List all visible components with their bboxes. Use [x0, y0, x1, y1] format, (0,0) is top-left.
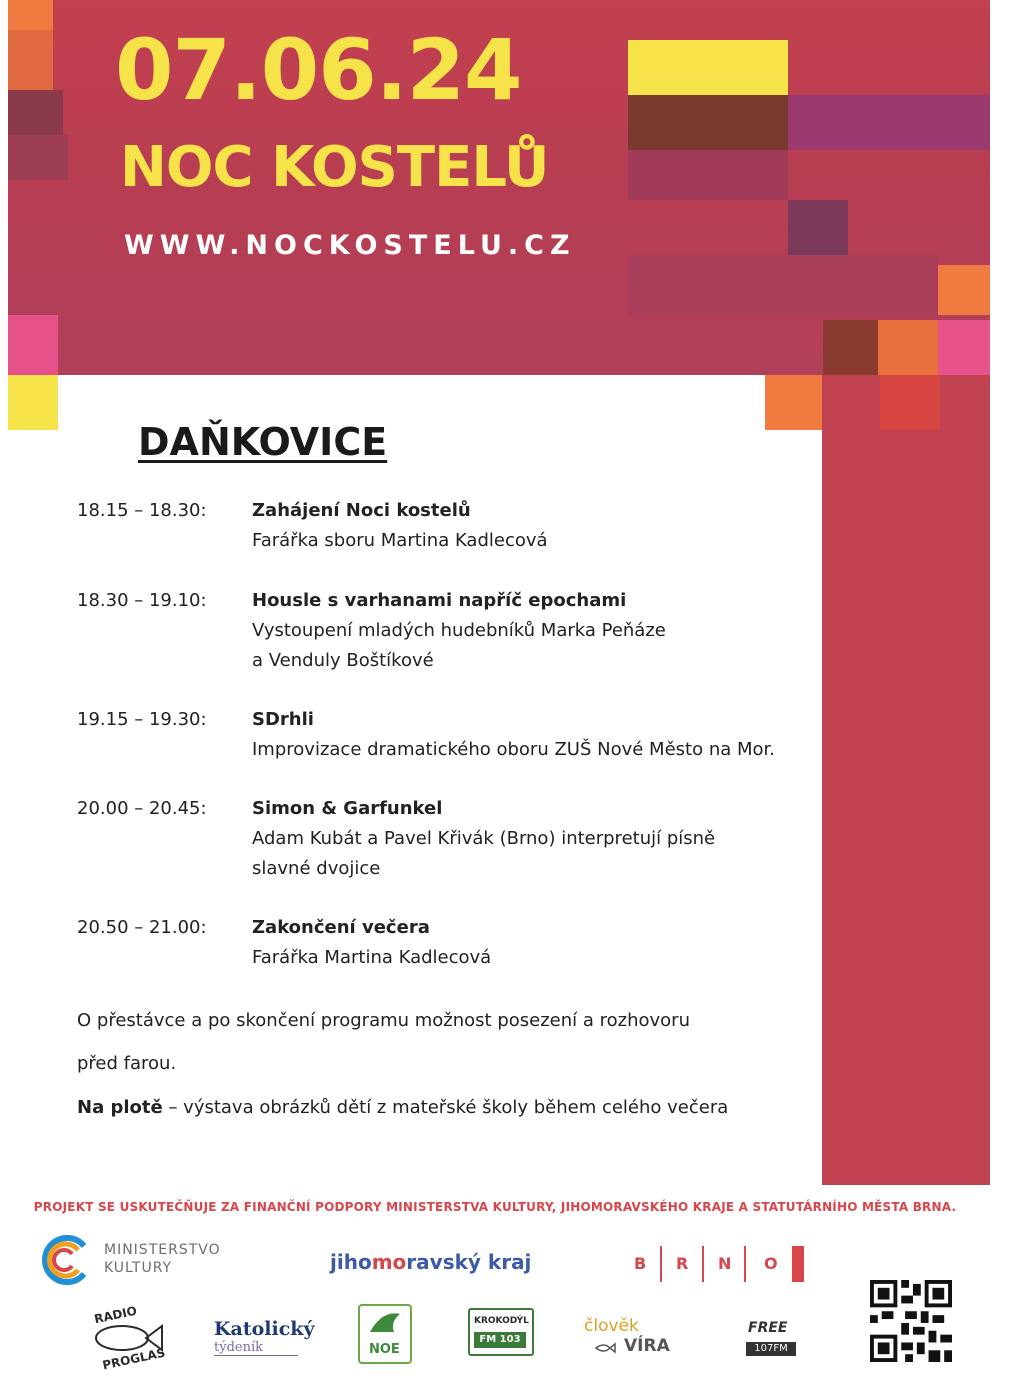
brno-divider [660, 1246, 662, 1282]
ministry-line2: KULTURY [104, 1260, 173, 1276]
note-rest: – výstava obrázků dětí z mateřské školy během celého večera [162, 1097, 729, 1118]
krokodyl-fm: FM 103 [474, 1332, 526, 1348]
krokodyl-text: KROKODÝL [474, 1316, 529, 1326]
free-radio-logo [744, 1312, 800, 1360]
ministry-logo [38, 1232, 238, 1288]
program-desc: Farářka Martina Kadlecová [252, 947, 492, 968]
clovek-vira-logo [584, 1316, 684, 1360]
clovek-text: člověk [584, 1316, 639, 1336]
program-desc: Vystoupení mladých hudebníků Marka Peňáze [252, 620, 666, 641]
program-item [252, 705, 812, 765]
proglas-bottom-text: PROGLAS [101, 1345, 167, 1373]
banner-tile [628, 95, 788, 150]
krokodyl-logo [468, 1308, 534, 1356]
tydenik-text: týdeník [214, 1340, 298, 1356]
program-title: Zakončení večera [252, 917, 430, 938]
kraj-logo [330, 1250, 531, 1274]
program-desc: a Venduly Boštíkové [252, 650, 434, 671]
banner-tile [878, 320, 938, 375]
program-title: Simon & Garfunkel [252, 798, 443, 819]
program-title: Zahájení Noci kostelů [252, 500, 471, 521]
support-statement: PROJEKT SE USKUTEČŇUJE ZA FINANČNÍ PODPORY MINISTERSTVA KULTURY, JIHOMORAVSKÉHO KRAJE A STATUTÁRNÍHO MĚSTA BRNA. [33, 1200, 957, 1214]
katolicky-text: Katolický [214, 1318, 315, 1340]
brno-divider [702, 1246, 704, 1282]
program-title: SDrhli [252, 709, 314, 730]
note-line: O přestávce a po skončení programu možnost posezení a rozhovoru [77, 1010, 690, 1031]
small-fish-icon [594, 1342, 616, 1354]
program-desc: Adam Kubát a Pavel Křivák (Brno) interpretují písně [252, 828, 716, 849]
brno-logo [628, 1244, 808, 1284]
banner-tile [8, 135, 68, 180]
brno-letter: B [634, 1254, 647, 1273]
vira-text: VÍRA [624, 1336, 670, 1356]
banner-tile [8, 30, 53, 90]
banner-tile [880, 375, 940, 430]
banner-tile [628, 40, 788, 95]
program-item [252, 794, 812, 884]
brno-divider [744, 1246, 746, 1282]
program-time: 19.15 – 19.30: [77, 709, 207, 730]
noe-logo [358, 1304, 412, 1364]
event-date: 07.06.24 [115, 21, 522, 119]
radio-proglas-logo [80, 1303, 170, 1373]
banner-tile [823, 320, 878, 375]
dove-icon [360, 1306, 410, 1342]
brno-letter: O [764, 1254, 778, 1273]
kraj-text: ravský kraj [406, 1250, 532, 1274]
banner-tile [938, 320, 990, 375]
banner-tile [788, 95, 990, 150]
right-color-column [822, 375, 990, 1185]
banner-tile [8, 90, 63, 135]
free-text: FREE [748, 1320, 788, 1336]
program-time: 20.50 – 21.00: [77, 917, 207, 938]
brno-letter: R [676, 1254, 689, 1273]
program-desc: Farářka sboru Martina Kadlecová [252, 530, 548, 551]
note-line [77, 1097, 728, 1118]
banner-tile [765, 375, 822, 430]
brno-bar [792, 1246, 804, 1282]
proglas-top-text: RADIO [93, 1303, 139, 1327]
katolicky-tydenik-logo [214, 1318, 314, 1356]
noe-text: NOE [369, 1342, 400, 1357]
banner-tile [788, 200, 848, 255]
program-desc: Improvizace dramatického oboru ZUŠ Nové Město na Mor. [252, 739, 775, 760]
kraj-text-accent: mo [371, 1250, 407, 1274]
place-heading: DAŇKOVICE [138, 420, 388, 464]
free-fm-text: 107FM [746, 1342, 796, 1356]
ministry-line1: MINISTERSTVO [104, 1242, 221, 1258]
qr-code-icon[interactable] [870, 1280, 952, 1362]
program-time: 18.30 – 19.10: [77, 590, 207, 611]
ministry-ring-icon [38, 1232, 94, 1288]
program-time: 18.15 – 18.30: [77, 500, 207, 521]
program-item [252, 586, 812, 676]
banner-tile [938, 265, 990, 315]
brno-letter: N [718, 1254, 732, 1273]
program-desc: slavné dvojice [252, 858, 381, 879]
note-line: před farou. [77, 1053, 177, 1074]
banner-tile [8, 375, 58, 430]
event-title: NOC KOSTELŮ [120, 135, 549, 200]
banner-tile [8, 0, 53, 30]
kraj-text: jiho [330, 1250, 372, 1274]
program-item [252, 913, 812, 973]
event-website[interactable]: WWW.NOCKOSTELU.CZ [124, 230, 576, 261]
note-bold: Na plotě [77, 1097, 163, 1118]
program-title: Housle s varhanami napříč epochami [252, 590, 627, 611]
program-time: 20.00 – 20.45: [77, 798, 207, 819]
banner-tile [628, 150, 788, 200]
banner-tile [8, 315, 58, 375]
program-item [252, 496, 812, 556]
banner-tile [628, 255, 938, 315]
